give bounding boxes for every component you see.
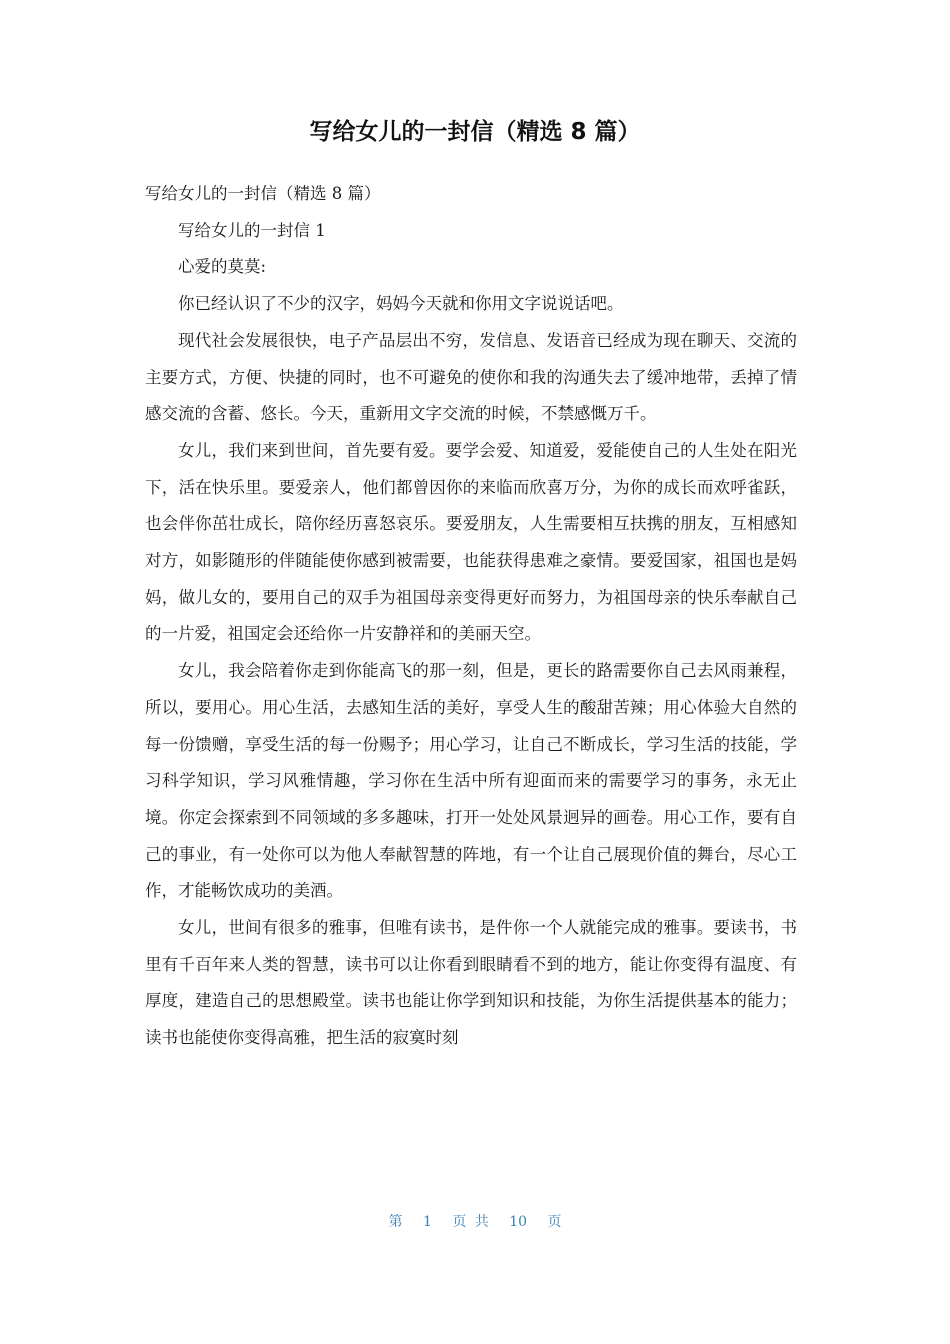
page-label-suffix: 页 xyxy=(547,1214,562,1230)
paragraph: 女儿，世间有很多的雅事，但唯有读书，是件你一个人就能完成的雅事。要读书，书里有千百年来人类的智慧，读书可以让你看到眼睛看不到的地方，能让你变得有温度、有厚度，建造自己的思想殿堂。读书也能让你学到知识和技能，为你生活提供基本的能力；读书也能使你变得高雅，把生活的寂寞时刻 xyxy=(145,918,797,1048)
total-pages-number: 10 xyxy=(509,1214,528,1230)
letter-salutation: 心爱的莫莫: xyxy=(178,257,267,277)
document-title: 写给女儿的一封信（精选 8 篇） xyxy=(309,119,641,145)
paragraph: 女儿，我们来到世间，首先要有爱。要学会爱、知道爱，爱能使自己的人生处在阳光下，活在快乐里。要爱亲人，他们都曾因你的来临而欣喜万分，为你的成长而欢呼雀跃，也会伴你茁壮成长，陪你经历喜怒哀乐。要爱朋友，人生需要相互扶携的朋友，互相感知对方，如影随形的伴随能使你感到被需要，也能获得患难之豪情。要爱国家，祖国也是妈妈，做儿女的，要用自己的双手为祖国母亲变得更好而努力，为祖国母亲的快乐奉献自己的一片爱，祖国定会还给你一片安静祥和的美丽天空。 xyxy=(145,440,797,644)
document-subtitle: 写给女儿的一封信（精选 8 篇） xyxy=(145,184,381,203)
paragraph: 女儿，我会陪着你走到你能高飞的那一刻，但是，更长的路需要你自己去风雨兼程，所以，要用心。用心生活，去感知生活的美好，享受人生的酸甜苦辣；用心体验大自然的每一份馈赠，享受生活的每一份赐予；用心学习，让自己不断成长，学习生活的技能，学习科学知识，学习风雅情趣，学习你在生活中所有迎面而来的需要学习的事务，永无止境。你定会探索到不同领域的多多趣味，打开一处处风景迥异的画卷。用心工作，要有自己的事业，有一处你可以为他人奉献智慧的阵地，有一个让自己展现价值的舞台，尽心工作，才能畅饮成功的美酒。 xyxy=(145,661,797,901)
paragraph: 你已经认识了不少的汉字，妈妈今天就和你用文字说说话吧。 xyxy=(178,294,624,314)
current-page-number: 1 xyxy=(422,1214,432,1230)
paragraph: 现代社会发展很快，电子产品层出不穷，发信息、发语音已经成为现在聊天、交流的主要方式，方便、快捷的同时，也不可避免的使你和我的沟通失去了缓冲地带，丢掉了情感交流的含蓄、悠长。今天，重新用文字交流的时候，不禁感慨万千。 xyxy=(145,330,797,424)
page-label-prefix: 第 xyxy=(388,1214,403,1230)
page-label-mid: 页 共 xyxy=(452,1214,489,1230)
document-body xyxy=(145,176,797,1057)
section-heading: 写给女儿的一封信 1 xyxy=(178,220,326,240)
page-number-footer xyxy=(0,1210,950,1234)
